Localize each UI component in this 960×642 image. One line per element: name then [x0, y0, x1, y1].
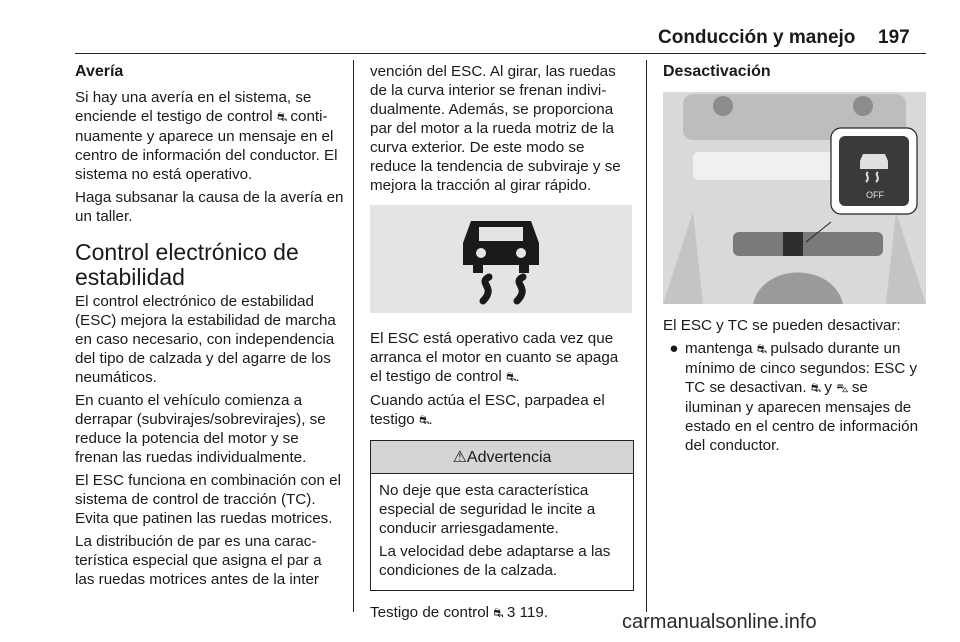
column-divider	[353, 60, 354, 612]
paragraph	[370, 391, 634, 430]
list-item-text	[685, 339, 926, 455]
text: .	[515, 368, 520, 385]
column-divider	[646, 60, 647, 612]
paragraph: Haga subsanar la causa de la avería en un taller.	[75, 189, 344, 225]
tc-off-icon: ⛍	[836, 381, 848, 395]
warning-title: Advertencia	[466, 449, 552, 466]
paragraph: vención del ESC. Al girar, las ruedas de la curva interior se frenan individualmente. Además, se proporciona par del motor a la rueda motriz de la curva exterior. De este modo se reduce la tendencia de subviraje y se mejora la tracción al girar rápido.	[370, 63, 621, 194]
paragraph: La distribución de par es una característica especial que asigna el par a las ruedas motrices antes de la inter	[75, 533, 322, 588]
console-photo	[663, 92, 926, 304]
page-header	[0, 0, 960, 56]
paragraph	[75, 88, 345, 184]
text: pulsado durante un mínimo de cinco segundos: ESC y TC se desactivan.	[685, 340, 918, 396]
paragraph	[370, 603, 634, 623]
paragraph: No deje que esta característica especial de seguridad le incite a conducir arriesgadamente.	[379, 482, 596, 537]
skidding-car-icon	[441, 211, 561, 307]
page-reference[interactable]: 119.	[519, 604, 548, 621]
paragraph	[370, 329, 634, 387]
column-3	[663, 62, 926, 455]
paragraph: El control electrónico de estabilidad (ESC) mejora la estabilidad de marcha en caso necesario, con independencia del tipo de calzada y del agarre de los neumáticos.	[75, 293, 336, 386]
text: continuamente y aparece un mensaje en el centro de información del conductor. El sistema no está operativo.	[75, 108, 338, 183]
esc-symbol-illustration	[370, 205, 632, 313]
paragraph: En cuanto el vehículo comienza a derrapar (subvirajes/sobrevirajes), se reduce la potencia del motor y se frenan las ruedas individualmente.	[75, 392, 326, 466]
text: mantenga	[685, 340, 753, 357]
esc-warning-icon: ⛐	[505, 370, 516, 384]
heading-desactivacion: Desactivación	[663, 63, 771, 80]
warning-header	[371, 441, 633, 474]
text: Cuando actúa el ESC, parpadea el testigo	[370, 392, 605, 428]
esc-warning-icon: ⛐	[418, 413, 429, 427]
esc-off-icon: ⛐	[810, 381, 821, 395]
column-2	[370, 62, 634, 627]
section-title: Conducción y manejo	[658, 27, 856, 48]
paragraph: La velocidad debe adaptarse a las condiciones de la calzada.	[379, 543, 611, 579]
warning-box	[370, 440, 634, 591]
text: Si hay una avería en el sistema, se enciende el testigo de control	[75, 89, 312, 125]
warning-body	[371, 474, 633, 590]
column-1	[75, 62, 345, 593]
cross-reference-icon: 3	[506, 604, 516, 621]
esc-warning-icon: ⛐	[756, 342, 767, 356]
watermark: carmanualsonline.info	[622, 611, 817, 633]
text: El ESC está operativo cada vez que arranca el motor en cuanto se apaga el testigo de control	[370, 330, 619, 385]
esc-warning-icon: ⛐	[493, 606, 503, 620]
heading-esc: Control electrónico de estabilidad	[75, 239, 299, 290]
paragraph: El ESC y TC se pueden desactivar:	[663, 317, 901, 334]
header-rule	[75, 53, 926, 54]
esc-warning-icon: ⛐	[276, 110, 287, 124]
page-number: 197	[878, 27, 910, 48]
list-item	[663, 339, 926, 455]
text: y	[824, 379, 832, 396]
bullet-icon: ●	[669, 340, 679, 357]
heading-averia: Avería	[75, 63, 124, 80]
text: .	[428, 411, 433, 428]
text: Testigo de control	[370, 604, 490, 621]
paragraph: El ESC funciona en combinación con el sistema de control de tracción (TC). Evita que patinen las ruedas motrices.	[75, 472, 341, 527]
warning-icon: ⚠	[452, 449, 467, 466]
center-console-illustration	[663, 92, 926, 304]
off-label: OFF	[866, 190, 884, 200]
text: se iluminan y aparecen mensajes de estado en el centro de información del conductor.	[685, 379, 919, 454]
